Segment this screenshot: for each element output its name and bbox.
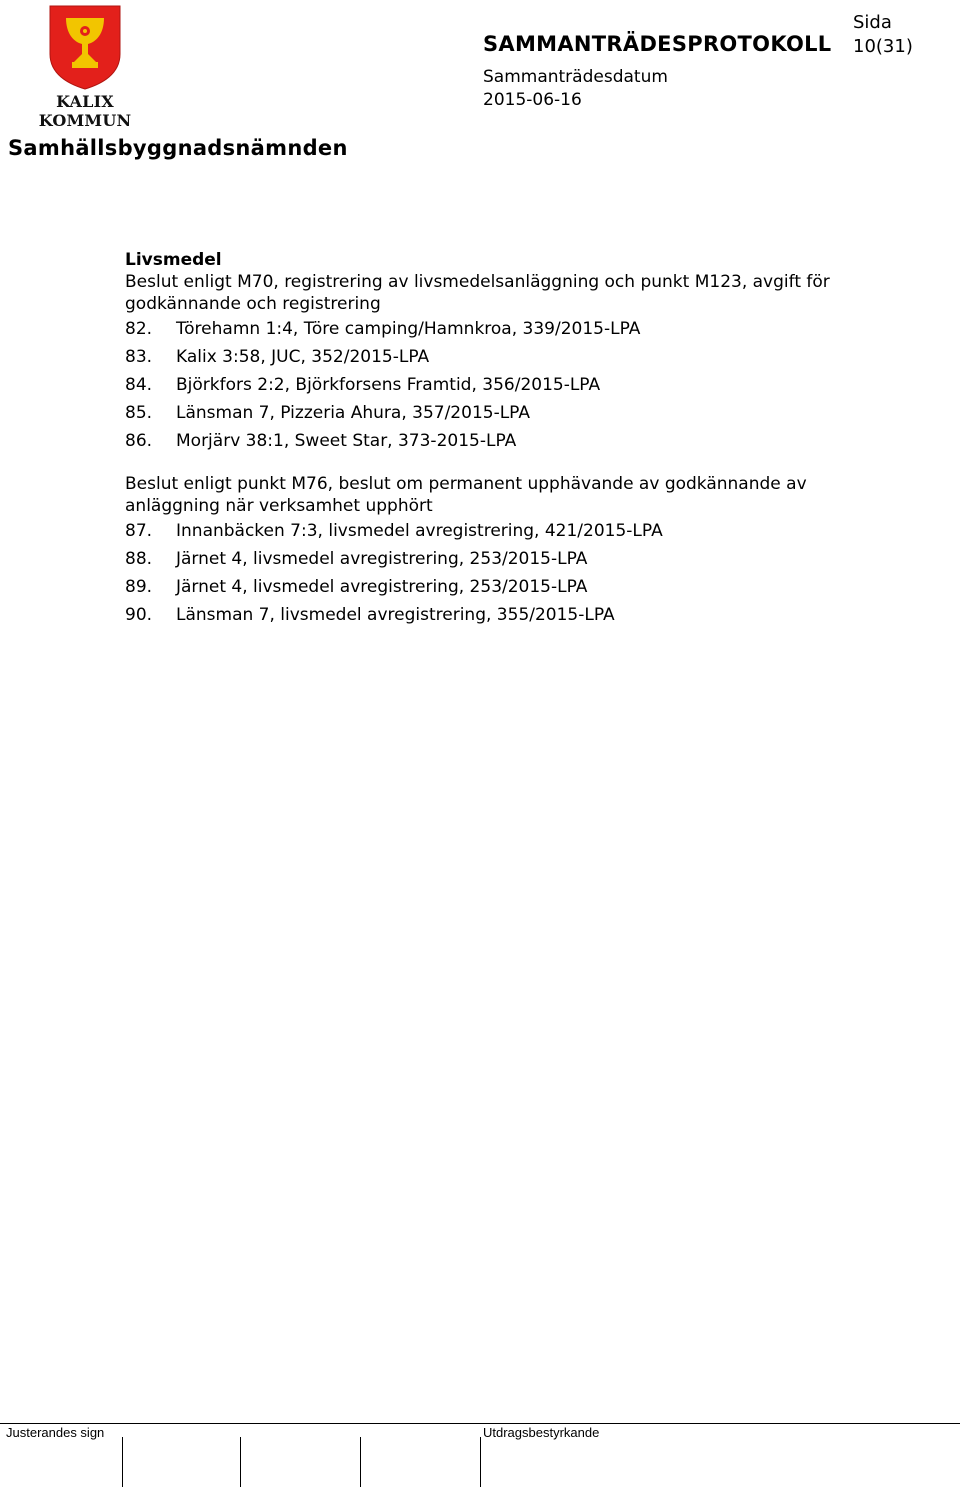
meeting-date: 2015-06-16 (483, 90, 582, 110)
item-text: Kalix 3:58, JUC, 352/2015-LPA (176, 347, 430, 367)
decision-text-m76: Beslut enligt punkt M76, beslut om permanent upphävande av godkännande av anläggning när verksamhet upphört (125, 474, 807, 516)
coat-of-arms-icon (48, 4, 122, 90)
item-text: Törehamn 1:4, Töre camping/Hamnkroa, 339/2015-LPA (176, 319, 641, 339)
signature-box-divider (480, 1437, 481, 1487)
list-item (125, 601, 845, 629)
item-number: 82. (125, 319, 153, 339)
footer-divider (0, 1423, 960, 1424)
list-item (125, 343, 845, 371)
signature-box-divider (360, 1437, 361, 1487)
item-number: 89. (125, 577, 153, 597)
item-number: 90. (125, 605, 153, 625)
item-text: Länsman 7, Pizzeria Ahura, 357/2015-LPA (176, 403, 530, 423)
signature-box-divider (240, 1437, 241, 1487)
item-number: 84. (125, 375, 153, 395)
list-item (125, 399, 845, 427)
logo-text: KALIX KOMMUN (38, 92, 132, 130)
list-item (125, 573, 845, 601)
decision-text-m70: Beslut enligt M70, registrering av livsmedelsanläggning och punkt M123, avgift för godkännande och registrering (125, 272, 830, 314)
meeting-date-label: Sammanträdesdatum (483, 67, 668, 87)
section-livsmedel (125, 249, 845, 629)
item-text: Järnet 4, livsmedel avregistrering, 253/2015-LPA (176, 577, 588, 597)
document-title: SAMMANTRÄDESPROTOKOLL (483, 32, 832, 56)
list-item (125, 315, 845, 343)
item-number: 86. (125, 431, 153, 451)
committee-name: Samhällsbyggnadsnämnden (8, 136, 348, 160)
page-label: Sida (853, 12, 892, 33)
page-number: 10(31) (853, 36, 913, 57)
item-text: Björkfors 2:2, Björkforsens Framtid, 356/2015-LPA (176, 375, 601, 395)
item-number: 88. (125, 549, 153, 569)
list-item (125, 427, 845, 455)
list-item (125, 517, 845, 545)
item-number: 83. (125, 347, 153, 367)
item-text: Länsman 7, livsmedel avregistrering, 355/2015-LPA (176, 605, 615, 625)
item-number: 87. (125, 521, 153, 541)
list-item (125, 545, 845, 573)
kalix-kommun-logo (10, 4, 160, 130)
utdragsbestyrkande-label: Utdragsbestyrkande (483, 1425, 600, 1440)
justerandes-sign-label: Justerandes sign (6, 1425, 105, 1440)
item-text: Järnet 4, livsmedel avregistrering, 253/2015-LPA (176, 549, 588, 569)
list-item (125, 371, 845, 399)
signature-box-divider (122, 1437, 123, 1487)
item-text: Morjärv 38:1, Sweet Star, 373-2015-LPA (176, 431, 517, 451)
item-text: Innanbäcken 7:3, livsmedel avregistrering, 421/2015-LPA (176, 521, 663, 541)
section-heading: Livsmedel (125, 250, 222, 270)
item-number: 85. (125, 403, 153, 423)
